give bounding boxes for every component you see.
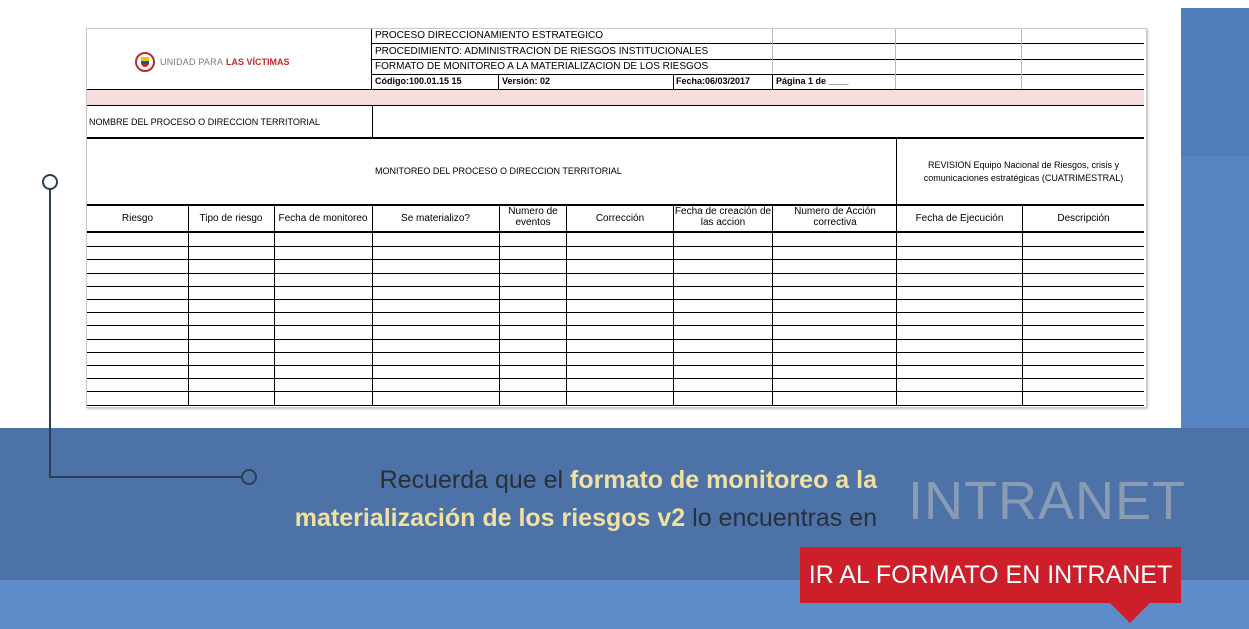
col-header-fecha-ejecucion: Fecha de Ejecución <box>915 213 1004 224</box>
table-row-line <box>87 352 1144 353</box>
banner-text-b: formato de monitoreo a la <box>570 466 877 494</box>
nombre-proceso-field[interactable] <box>373 106 1144 137</box>
right-decor-block-bottom <box>1181 156 1249 430</box>
banner-message-line1 <box>380 466 877 495</box>
connector-circle-icon <box>42 174 58 190</box>
header-formato: FORMATO DE MONITOREO A LA MATERIALIZACION DE LOS RIESGOS <box>375 61 709 72</box>
pink-separator-row <box>87 90 1144 105</box>
table-row-line <box>87 405 1144 406</box>
table-row-line <box>87 391 1144 392</box>
col-header-descripcion: Descripción <box>1057 213 1110 224</box>
table-row-line <box>87 246 1144 247</box>
table-row-line <box>87 339 1144 340</box>
col-header-fecha-creacion: Fecha de creación de las accion <box>674 206 772 228</box>
table-row-line <box>87 259 1144 260</box>
right-decor-block-top <box>1181 8 1249 156</box>
header-version: Versión: 02 <box>502 76 551 86</box>
format-document-preview <box>86 28 1147 408</box>
table-row-line <box>87 273 1144 274</box>
table-row-line <box>87 299 1144 300</box>
table-row-line <box>87 312 1144 313</box>
banner-message-line2 <box>295 504 877 533</box>
header-procedimiento: PROCEDIMIENTO: ADMINISTRACION DE RIESGOS INSTITUCIONALES <box>375 46 709 57</box>
ir-al-formato-button[interactable]: IR AL FORMATO EN INTRANET <box>800 547 1181 603</box>
nombre-proceso-label: NOMBRE DEL PROCESO O DIRECCION TERRITORIAL <box>89 117 320 127</box>
logo-text-part2: LAS VÍCTIMAS <box>226 57 290 67</box>
header-proceso: PROCESO DIRECCIONAMIENTO ESTRATEGICO <box>375 30 603 41</box>
col-header-riesgo: Riesgo <box>121 213 154 224</box>
connector-horizontal-line <box>49 476 241 478</box>
intranet-heading: INTRANET <box>908 471 1186 531</box>
monitoreo-label: MONITOREO DEL PROCESO O DIRECCION TERRITORIAL <box>375 166 622 176</box>
col-header-numero-accion: Numero de Acción correctiva <box>794 206 876 228</box>
cta-arrow-icon <box>1110 603 1150 623</box>
right-decor-strip <box>1181 0 1249 430</box>
col-header-numero-eventos: Numero de eventos <box>508 206 558 228</box>
col-header-tipo-riesgo: Tipo de riesgo <box>199 213 263 224</box>
connector-vertical-line <box>49 190 51 477</box>
header-pagina: Página 1 de ____ <box>776 76 849 86</box>
col-header-se-materializo: Se materializo? <box>401 213 470 224</box>
col-header-fecha-monitoreo: Fecha de monitoreo <box>278 213 368 224</box>
banner-text-c: materialización de los riesgos v2 <box>294 504 686 532</box>
coat-of-arms-icon <box>135 52 155 72</box>
header-codigo: Código:100.01.15 15 <box>375 76 462 86</box>
banner-text-d: lo encuentras en <box>685 504 877 532</box>
table-row-line <box>87 286 1144 287</box>
table-row-line <box>87 378 1144 379</box>
table-row-line <box>87 365 1144 366</box>
banner-text-a: Recuerda que el <box>379 466 571 494</box>
col-header-correccion: Corrección <box>595 213 645 224</box>
unidad-victimas-logo <box>135 50 290 74</box>
revision-label: REVISION Equipo Nacional de Riesgos, crisis y comunicaciones estratégicas (CUATRIMESTRAL) <box>923 160 1124 183</box>
connector-circle-icon <box>241 469 257 485</box>
logo-text-part1: UNIDAD PARA <box>160 57 224 67</box>
header-fecha: Fecha:06/03/2017 <box>676 76 751 86</box>
table-row-line <box>87 325 1144 326</box>
